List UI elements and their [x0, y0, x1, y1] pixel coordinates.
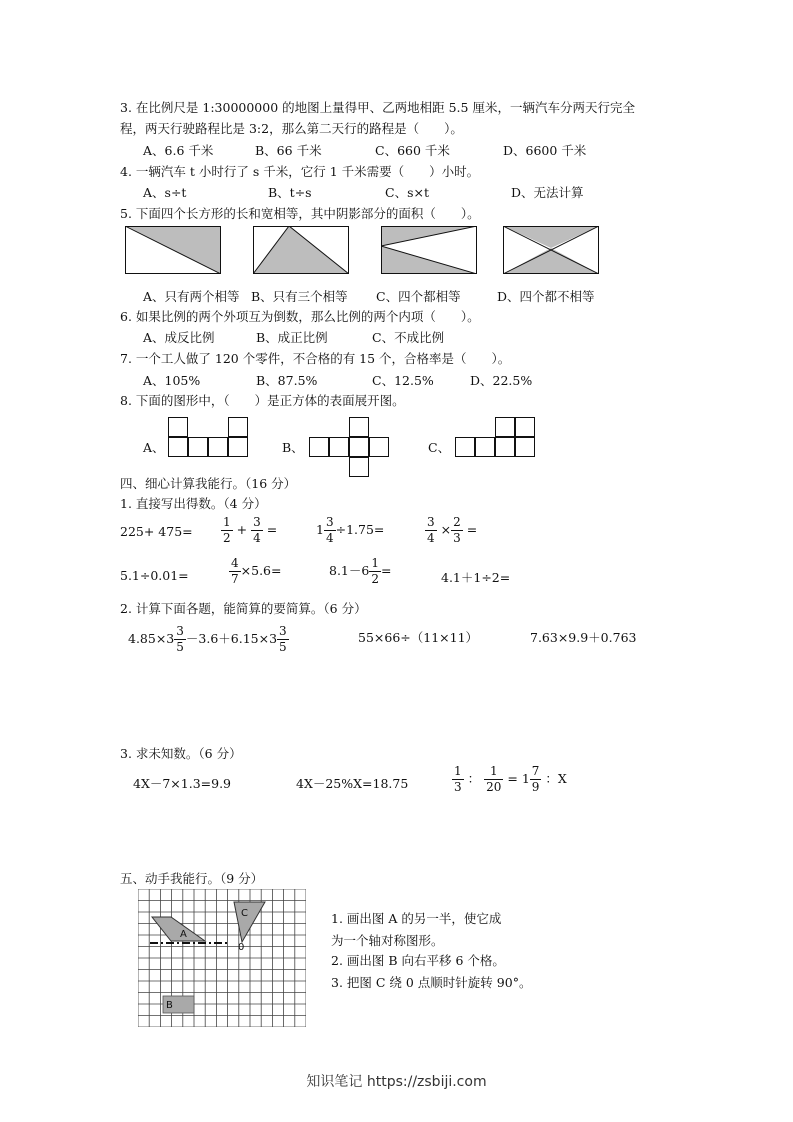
calc-expr-8: 4.1＋1÷2= — [441, 570, 511, 585]
section4-part2-title: 2. 计算下面各题，能简算的要简算。（6 分） — [120, 601, 367, 616]
q6-text: 6. 如果比例的两个外项互为倒数，那么比例的两个内项（ ）。 — [120, 309, 480, 324]
q5-figure-d — [503, 226, 599, 274]
footer-watermark: 知识笔记 https://zsbiji.com — [306, 1074, 487, 1090]
drawing-grid — [138, 889, 306, 1027]
task-1-line2: 为一个轴对称图形。 — [331, 933, 444, 948]
q4-text: 4. 一辆汽车 t 小时行了 s 千米，它行 1 千米需要（ ）小时。 — [120, 164, 480, 179]
q7-option-a: A、105% — [143, 373, 201, 388]
q5-option-a: A、只有两个相等 — [143, 289, 240, 304]
q5-figure-b — [253, 226, 349, 274]
simplify-expr-1: 4.85×3 $\frac{3}{5}$ －3.6＋6.15×3 $\frac{3}{5}$ — [128, 624, 287, 654]
q3-option-a: A、6.6 千米 — [143, 143, 214, 158]
calc-expr-2: $\frac{1}{2}$ + $\frac{3}{4}$ = — [223, 515, 278, 545]
q6-option-a: A、成反比例 — [143, 330, 215, 345]
grid-label-c: C — [241, 908, 248, 919]
q3-option-b: B、66 千米 — [255, 143, 322, 158]
calc-expr-6: $\frac{4}{7}$ ×5.6= — [231, 556, 282, 586]
q5-option-c: C、四个都相等 — [376, 289, 461, 304]
task-2: 2. 画出图 B 向右平移 6 个格。 — [331, 953, 505, 968]
simplify-expr-2: 55×66÷（11×11） — [358, 630, 479, 645]
q6-option-b: B、成正比例 — [256, 330, 328, 345]
grid-label-b: B — [166, 1000, 173, 1011]
q4-option-b: B、t÷s — [268, 185, 312, 200]
q7-text: 7. 一个工人做了 120 个零件，不合格的有 15 个，合格率是（ ）。 — [120, 351, 511, 366]
q5-figure-c — [381, 226, 477, 274]
q5-option-d: D、四个都不相等 — [497, 289, 595, 304]
grid-label-a: A — [180, 929, 187, 940]
q8-text: 8. 下面的图形中，（ ）是正方体的表面展开图。 — [120, 393, 405, 408]
q3-option-c: C、660 千米 — [375, 143, 450, 158]
q8-label-a: A、 — [143, 440, 165, 455]
calc-expr-1: 225+ 475= — [120, 524, 193, 539]
q8-label-c: C、 — [428, 440, 451, 455]
equation-3: $\frac{1}{3}$ ： $\frac{1}{20}$ = 1 $\frac{7}{9}$ ：X — [454, 764, 567, 794]
q3-line2: 程，两天行驶路程比是 3:2，那么第二天行的路程是（ ）。 — [120, 121, 463, 136]
equation-2: 4X－25%X=18.75 — [296, 776, 409, 791]
simplify-expr-3: 7.63×9.9＋0.763 — [530, 630, 637, 645]
q4-option-d: D、无法计算 — [511, 185, 584, 200]
calc-expr-7: 8.1－6 $\frac{1}{2}$ = — [329, 556, 392, 586]
calc-expr-4: $\frac{3}{4}$ × $\frac{2}{3}$ = — [427, 515, 478, 545]
q6-option-c: C、不成比例 — [372, 330, 445, 345]
q3-line1: 3. 在比例尺是 1:30000000 的地图上量得甲、乙两地相距 5.5 厘米，一辆汽车分两天行完全 — [120, 100, 635, 115]
section4-title: 四、细心计算我能行。（16 分） — [120, 476, 297, 491]
section4-part1-title: 1. 直接写出得数。（4 分） — [120, 496, 267, 511]
q7-option-d: D、22.5% — [470, 373, 533, 388]
q7-option-b: B、87.5% — [256, 373, 318, 388]
q4-option-a: A、s÷t — [143, 185, 187, 200]
q8-label-b: B、 — [282, 440, 304, 455]
q5-option-b: B、只有三个相等 — [251, 289, 348, 304]
grid-label-o: 0 — [238, 942, 245, 953]
equation-1: 4X－7×1.3=9.9 — [133, 776, 232, 791]
task-1-line1: 1. 画出图 A 的另一半，使它成 — [331, 911, 502, 926]
section4-part3-title: 3. 求未知数。（6 分） — [120, 746, 242, 761]
q5-text: 5. 下面四个长方形的长和宽相等，其中阴影部分的面积（ ）。 — [120, 206, 480, 221]
q5-figure-a — [125, 226, 221, 274]
q3-option-d: D、6600 千米 — [503, 143, 587, 158]
calc-expr-3: 1 $\frac{3}{4}$ ÷1.75= — [316, 515, 385, 545]
task-3: 3. 把图 C 绕 0 点顺时针旋转 90°。 — [331, 975, 532, 990]
q4-option-c: C、s×t — [385, 185, 429, 200]
calc-expr-5: 5.1÷0.01= — [120, 568, 189, 583]
q7-option-c: C、12.5% — [372, 373, 434, 388]
section5-title: 五、动手我能行。（9 分） — [120, 871, 264, 886]
